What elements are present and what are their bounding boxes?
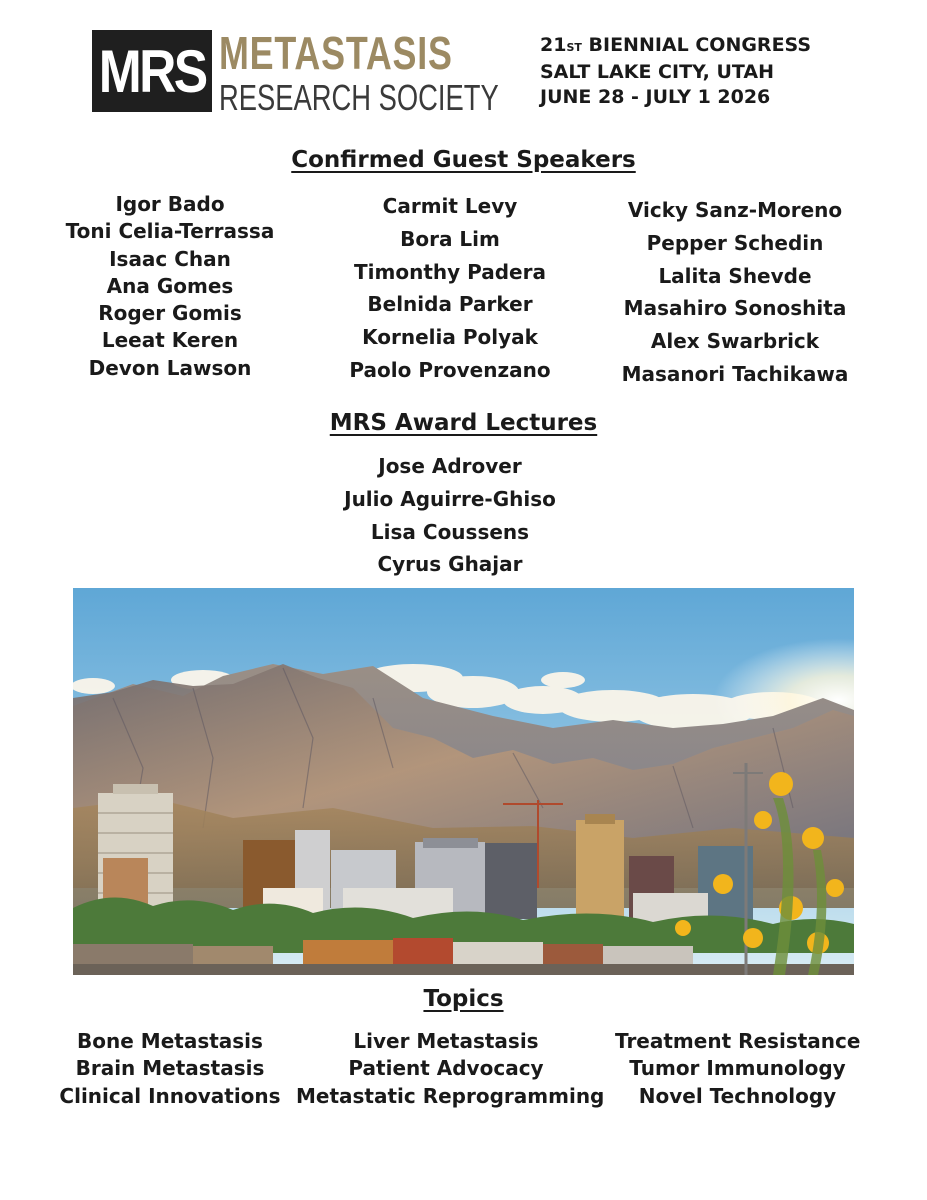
award-lecturer-name: Jose Adrover xyxy=(378,454,522,478)
speaker-name: Timonthy Padera xyxy=(354,259,546,284)
logo-line-metastasis: METASTASIS xyxy=(219,27,453,79)
speakers-column-1 xyxy=(60,191,280,382)
topics-column-2 xyxy=(296,1028,605,1110)
logo-mark xyxy=(92,30,212,112)
topics-column-1 xyxy=(50,1028,290,1110)
speaker-name: Devon Lawson xyxy=(88,355,252,380)
speaker-name: Toni Celia-Terrassa xyxy=(65,219,275,244)
topic-item: Tumor Immunology xyxy=(629,1056,846,1081)
speaker-name: Lalita Shevde xyxy=(658,263,812,288)
congress-title: BIENNIAL CONGRESS xyxy=(588,34,812,56)
topic-item: Novel Technology xyxy=(638,1083,837,1108)
award-lecturer-name: Lisa Coussens xyxy=(370,519,530,544)
speakers-heading: Confirmed Guest Speakers xyxy=(291,147,636,173)
speaker-name: Masahiro Sonoshita xyxy=(623,296,847,321)
speaker-name: Igor Bado xyxy=(115,192,225,216)
speaker-name: Alex Swarbrick xyxy=(650,329,820,354)
speaker-name: Carmit Levy xyxy=(382,194,518,218)
speaker-name: Masanori Tachikawa xyxy=(621,361,849,386)
topic-item: Patient Advocacy xyxy=(348,1056,544,1081)
salt-lake-city-skyline-photo xyxy=(73,588,854,975)
logo-line-research-society: RESEARCH SOCIETY xyxy=(219,77,499,118)
congress-number: 21 xyxy=(540,34,567,56)
speaker-name: Paolo Provenzano xyxy=(349,357,551,382)
topic-item: Liver Metastasis xyxy=(353,1029,539,1053)
topics-heading: Topics xyxy=(423,986,504,1012)
speaker-name: Bora Lim xyxy=(400,226,500,251)
topic-item: Bone Metastasis xyxy=(77,1029,263,1053)
topic-item: Clinical Innovations xyxy=(59,1083,281,1108)
speaker-name: Leeat Keren xyxy=(101,328,239,353)
mrs-logo xyxy=(92,27,499,118)
speaker-name: Belnida Parker xyxy=(367,292,533,317)
congress-city: SALT LAKE CITY, UTAH xyxy=(540,61,774,83)
topic-item: Treatment Resistance xyxy=(615,1029,861,1053)
speakers-column-2 xyxy=(330,190,570,387)
congress-info xyxy=(540,33,811,110)
topics-column-3 xyxy=(615,1028,860,1110)
topic-item: Brain Metastasis xyxy=(75,1056,265,1081)
logo-abbr: MRS xyxy=(98,37,206,105)
congress-number-suffix: ST xyxy=(566,41,582,54)
award-lecturer-name: Cyrus Ghajar xyxy=(377,552,523,577)
speakers-column-3 xyxy=(615,194,855,391)
topic-item: Metastatic Reprogramming xyxy=(296,1083,605,1108)
congress-title-line xyxy=(540,33,811,60)
speaker-name: Roger Gomis xyxy=(98,301,242,326)
speaker-name: Kornelia Polyak xyxy=(362,325,538,350)
speaker-name: Vicky Sanz-Moreno xyxy=(627,198,843,222)
speaker-name: Ana Gomes xyxy=(106,273,234,298)
awards-heading: MRS Award Lectures xyxy=(329,410,598,436)
speaker-name: Pepper Schedin xyxy=(646,230,824,255)
awards-list xyxy=(300,450,600,581)
congress-dates: JUNE 28 - JULY 1 2026 xyxy=(540,86,771,108)
speaker-name: Isaac Chan xyxy=(109,246,231,271)
award-lecturer-name: Julio Aguirre-Ghiso xyxy=(344,486,556,511)
